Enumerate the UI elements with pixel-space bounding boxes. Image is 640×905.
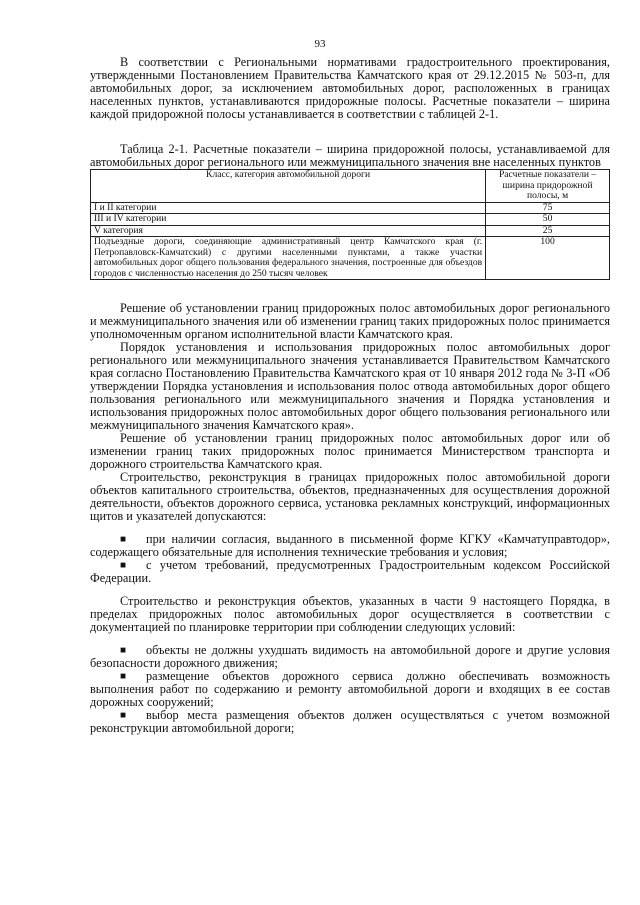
table-header-category: Класс, категория автомобильной дороги (91, 170, 486, 203)
table-row (91, 237, 610, 280)
table-cell-category: Подъездные дороги, соединяющие административный центр Камчатского края (г. Петропавловск-Камчатский) с другими населенными пунктами, а также участки автомобильных дорог общего пользования федерального значения, построенные для объездов городов с численностью населения до 250 тысяч человек (91, 237, 486, 280)
document-body (90, 56, 610, 735)
list-item (90, 533, 610, 559)
table-cell-value: 100 (486, 237, 610, 280)
list-item (90, 670, 610, 709)
table-cell-value: 25 (486, 225, 610, 237)
list-item-text: объекты не должны ухудшать видимость на автомобильной дороге и другие условия безопасности дорожного движения; (90, 643, 610, 670)
paragraph-intro: В соответствии с Региональными нормативами градостроительного проектирования, утвержденными Постановлением Правительства Камчатского края от 29.12.2015 № 503-п, для автомобильных дорог, за исключением автомобильных дорог, расположенных в границах населенных пунктов, устанавливаются придорожные полосы. Расчетные показатели – ширина каждой придорожной полосы устанавливается в соответствии с таблицей 2-1. (90, 55, 610, 121)
table-cell-value: 75 (486, 202, 610, 214)
table-row (91, 202, 610, 214)
list-item-text: с учетом требований, предусмотренных Градостроительным кодексом Российской Федерации. (90, 558, 610, 585)
paragraph-construction: Строительство, реконструкция в границах придорожных полос автомобильной дороги объектов капитального строительства, объектов, предназначенных для осуществления дорожной деятельности, объектов дорожного сервиса, установка рекламных конструкций, информационных щитов и указателей допускаются: (90, 470, 610, 523)
table-caption: Таблица 2-1. Расчетные показатели – ширина придорожной полосы, устанавливаемой для автомобильных дорог регионального или межмуниципального значения вне населенных пунктов (90, 142, 610, 169)
list-item-text: выбор места размещения объектов должен осуществляться с учетом возможной реконструкции автомобильной дороги; (90, 708, 610, 735)
paragraph-decision-regional: Решение об установлении границ придорожных полос автомобильных дорог регионального и межмуниципального значения или об изменении границ таких придорожных полос принимается уполномоченным органом исполнительной власти Камчатского края. (90, 301, 610, 341)
list-item (90, 559, 610, 585)
table-cell-category: III и IV категории (91, 214, 486, 226)
table-cell-value: 50 (486, 214, 610, 226)
paragraph-decision-ministry: Решение об установлении границ придорожных полос автомобильных дорог или об изменении границ таких придорожных полос принимается Министерством транспорта и дорожного строительства Камчатского края. (90, 431, 610, 471)
page-number: 93 (314, 38, 326, 50)
paragraph-conditions: Строительство и реконструкция объектов, указанных в части 9 настоящего Порядка, в пределах придорожных полос автомобильных дорог осуществляется в соответствии с документацией по планировке территории при соблюдении следующих условий: (90, 594, 610, 634)
table-header-value: Расчетные показатели – ширина придорожной полосы, м (486, 170, 610, 203)
list-item (90, 709, 610, 735)
list-item-text: размещение объектов дорожного сервиса должно обеспечивать возможность выполнения работ по содержанию и ремонту автомобильной дороги и входящих в ее состав дорожных сооружений; (90, 669, 610, 709)
table-cell-category: I и II категории (91, 202, 486, 214)
bullet-icon: ■ (120, 645, 127, 656)
table-row (91, 214, 610, 226)
width-table (90, 169, 610, 280)
table-header-row (91, 170, 610, 203)
bullet-icon: ■ (120, 534, 127, 545)
bullet-icon: ■ (120, 671, 127, 682)
paragraph-order: Порядок установления и использования придорожных полос автомобильных дорог регионального или межмуниципального значения устанавливается Правительством Камчатского края согласно Постановлению Правительства Камчатского края от 10 января 2012 года № 3-П «Об утверждении Порядка установления и использования полос отвода автомобильных дорог общего пользования регионального или межмуниципального значения и Порядка установления и использования придорожных полос автомобильных дорог общего пользования регионального или межмуниципального значения Камчатского края». (90, 340, 610, 432)
list-item-text: при наличии согласия, выданного в письменной форме КГКУ «Камчатуправтодор», содержащего обязательные для исполнения технические требования и условия; (90, 532, 610, 559)
list-item (90, 644, 610, 670)
table-row (91, 225, 610, 237)
bullet-icon: ■ (120, 560, 127, 571)
bullet-icon: ■ (120, 710, 127, 721)
table-cell-category: V категория (91, 225, 486, 237)
